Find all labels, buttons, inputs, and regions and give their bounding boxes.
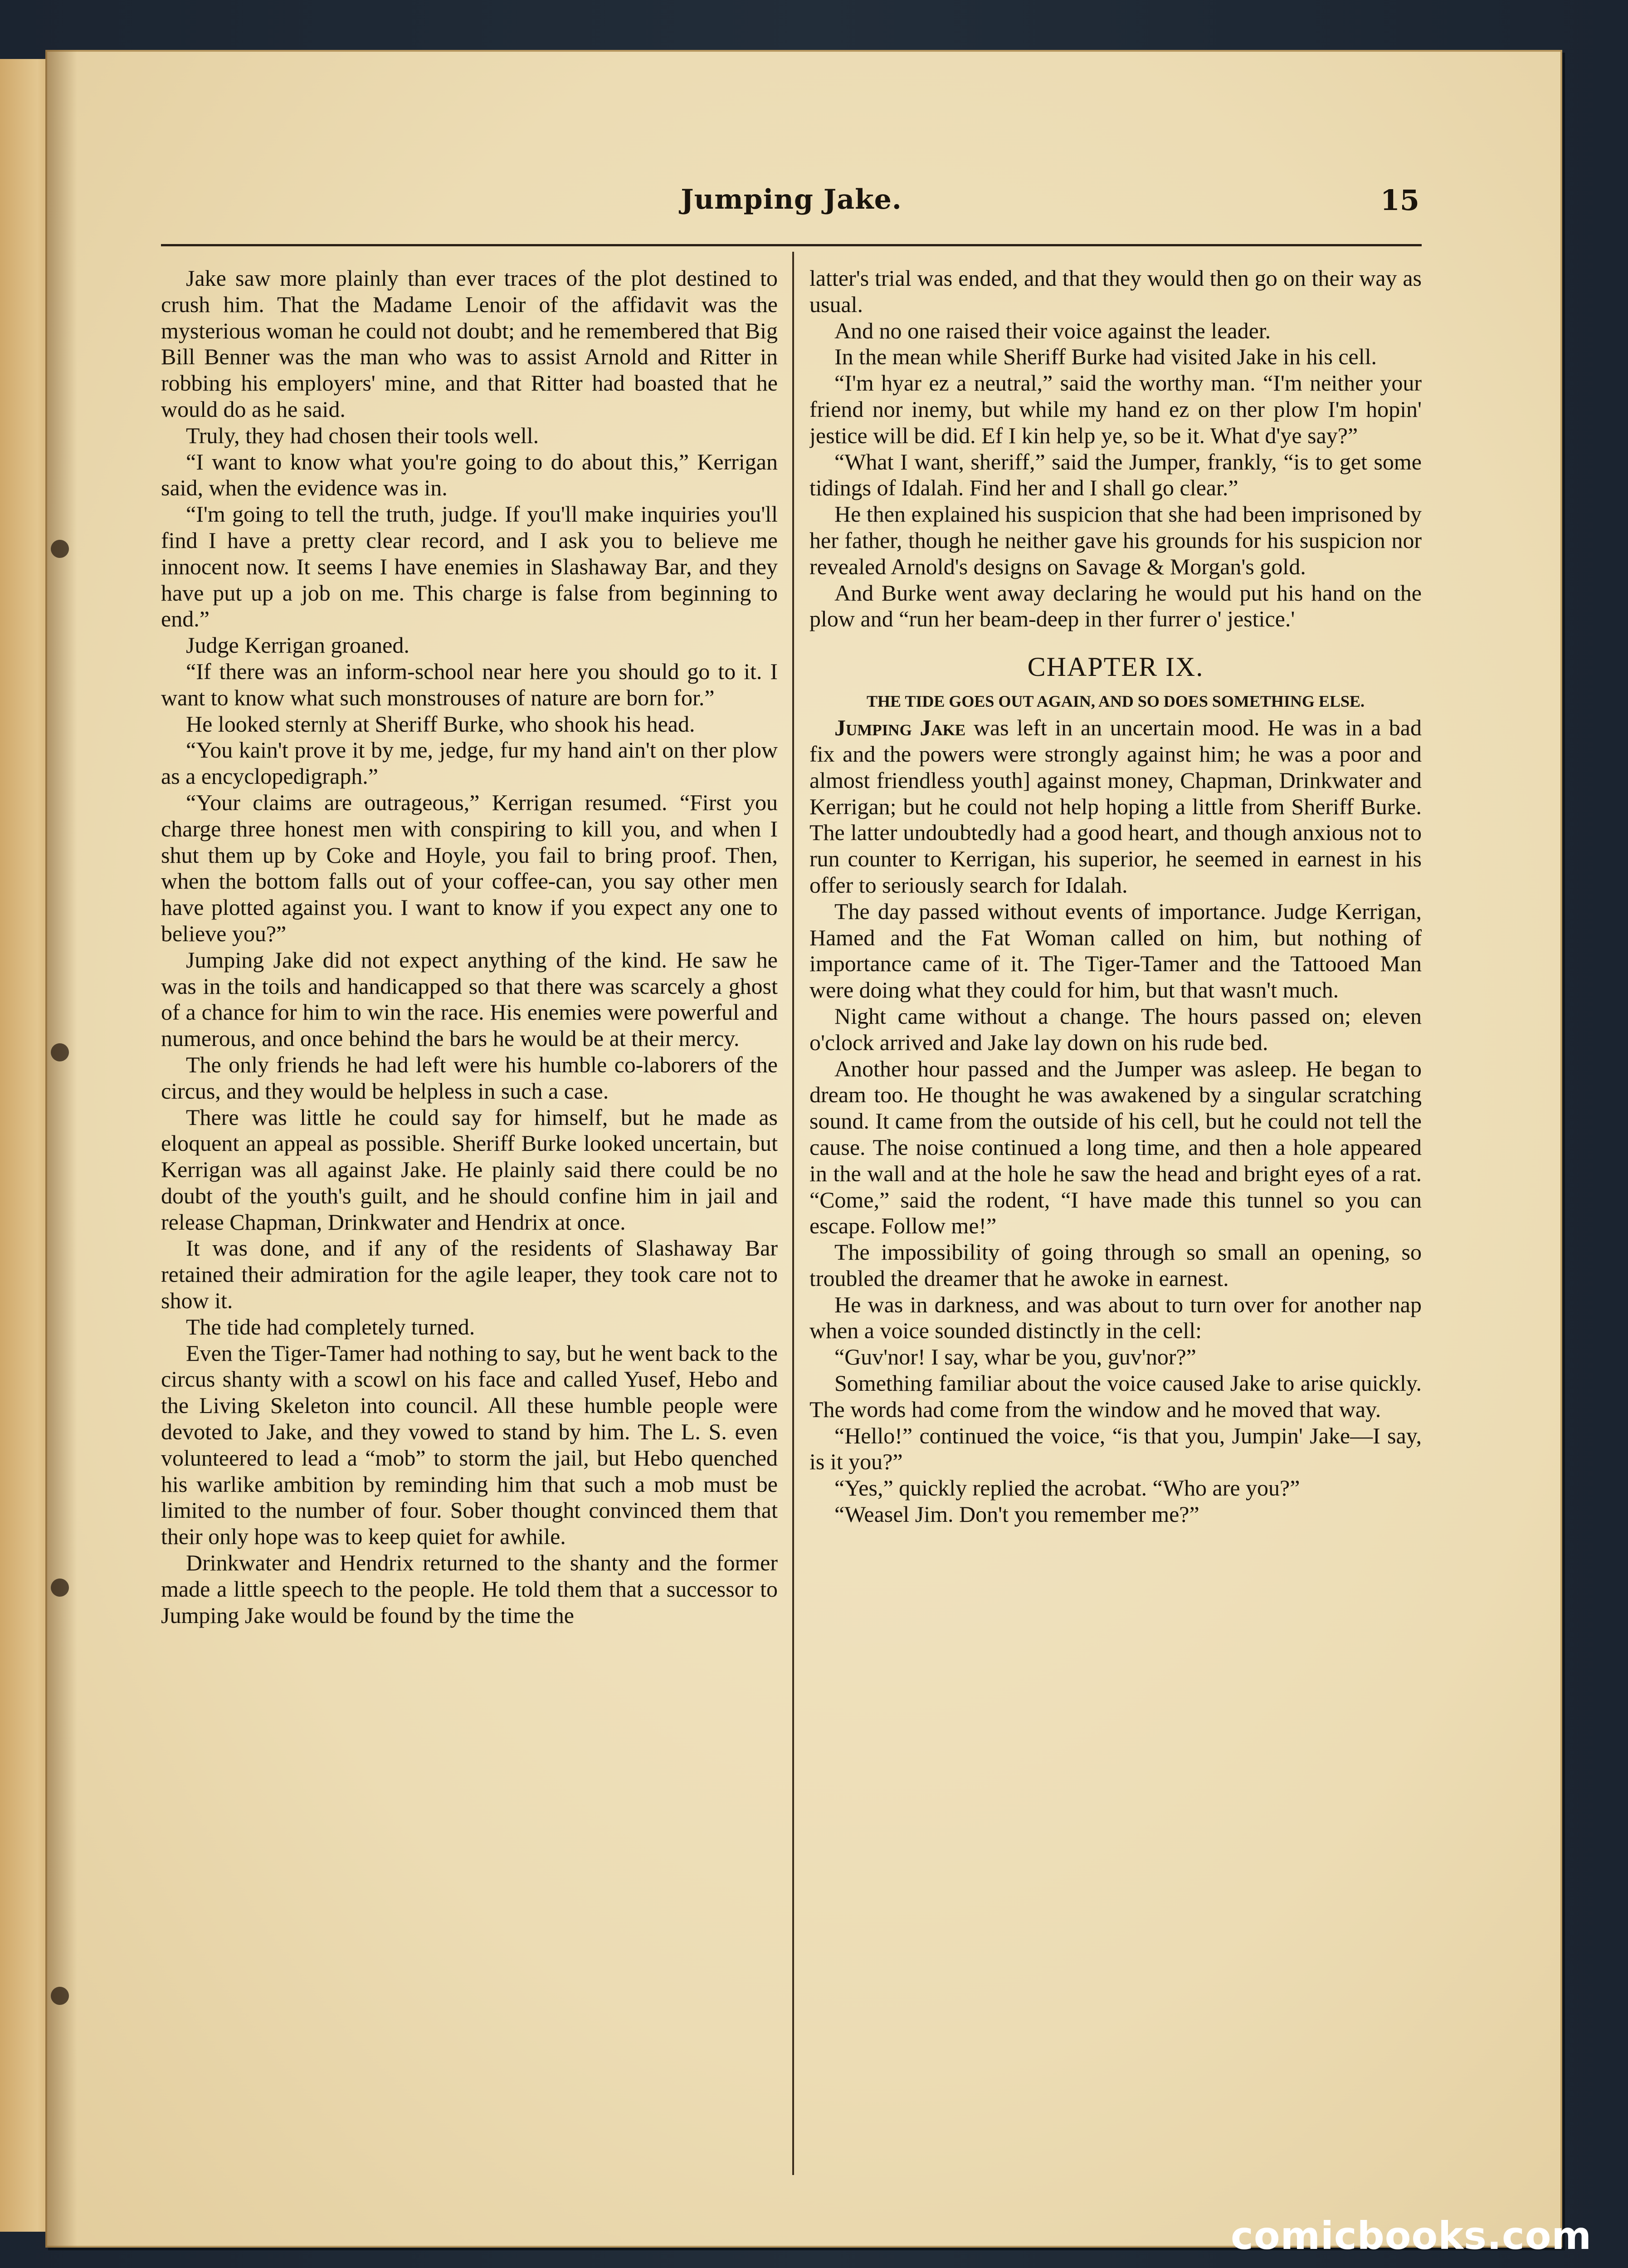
paragraph: “Weasel Jim. Don't you remember me?” xyxy=(834,1501,1199,1527)
paragraph: It was done, and if any of the residents of Slashaway Bar retained their admiration for the agile leaper, they took care not to show it. xyxy=(161,1235,778,1314)
chapter-subtitle: THE TIDE GOES OUT AGAIN, AND SO DOES SOMETHING ELSE. xyxy=(867,692,1365,711)
paragraph: Night came without a change. The hours passed on; eleven o'clock arrived and Jake lay down on his rude bed. xyxy=(809,1003,1422,1055)
paragraph: And no one raised their voice against the leader. xyxy=(834,318,1271,343)
right-column xyxy=(809,265,1422,2161)
binding-hole xyxy=(51,1043,69,1061)
watermark: comicbooks.com xyxy=(1231,2214,1592,2258)
binding-gutter xyxy=(45,50,77,2248)
paragraph: He was in darkness, and was about to turn over for another nap when a voice sounded distinctly in the cell: xyxy=(809,1291,1422,1344)
left-column xyxy=(161,265,778,2161)
paragraph: “Hello!” continued the voice, “is that you, Jumpin' Jake—I say, is it you?” xyxy=(809,1422,1422,1475)
paragraph: Truly, they had chosen their tools well. xyxy=(186,422,539,448)
running-title: Jumping Jake. xyxy=(681,184,902,215)
running-header xyxy=(163,184,1419,238)
paragraph: The impossibility of going through so small an opening, so troubled the dreamer that he awoke in earnest. xyxy=(809,1239,1422,1291)
binding-hole xyxy=(51,1987,69,2005)
paragraph: latter's trial was ended, and that they would then go on their way as usual. xyxy=(809,265,1422,317)
chapter-opening-paragraph xyxy=(809,715,1422,899)
chapter-title: CHAPTER IX. xyxy=(1027,652,1204,682)
paragraph: And Burke went away declaring he would put his hand on the plow and “run her beam-deep in ther furrer o' jestice.' xyxy=(809,580,1422,632)
paragraph: “I'm going to tell the truth, judge. If you'll make inquiries you'll find I have a pretty clear record, and I ask you to believe me innocent now. It seems I have enemies in Slashaway Bar, and they have put up a job on me. This charge is false from beginning to end.” xyxy=(161,501,778,632)
lead-rest: was left in an uncertain mood. He was in a bad fix and the powers were strongly against him; he was a poor and almost friendless youth] against money, Chapman, Drinkwater and Kerrigan; but he could not help hoping a little from Sheriff Burke. The latter undoubtedly had a good heart, and though anxious not to run counter to Kerrigan, his superior, he seemed in earnest in his offer to seriously search for Idalah. xyxy=(809,715,1422,898)
lead-smallcaps: Jumping Jake xyxy=(834,715,966,741)
paragraph: “I want to know what you're going to do about this,” Kerrigan said, when the evidence was in. xyxy=(161,449,778,501)
paragraph: There was little he could say for himself, but he made as eloquent an appeal as possible. Sheriff Burke looked uncertain, but Kerrigan was all against Jake. He plainly said there could be no doubt of the youth's guilt, and he should confine him in jail and release Chapman, Drinkwater and Hendrix at once. xyxy=(161,1104,778,1235)
paragraph: “Your claims are outrageous,” Kerrigan resumed. “First you charge three honest men with conspiring to kill you, and when I shut them up by Coke and Hoyle, you fail to bring proof. Then, when the bottom falls out of your coffee-can, you say other men have plotted against you. I want to know if you expect any one to believe you?” xyxy=(161,789,778,946)
page-number: 15 xyxy=(1380,184,1419,217)
paragraph: “You kain't prove it by me, jedge, fur my hand ain't on ther plow as a encyclopedigraph.” xyxy=(161,737,778,789)
paragraph: Jumping Jake did not expect anything of the kind. He saw he was in the toils and handicapped so that there was scarcely a ghost of a chance for him to win the race. His enemies were powerful and numerous, and once behind the bars he would be at their mercy. xyxy=(161,947,778,1051)
paragraph: In the mean while Sheriff Burke had visited Jake in his cell. xyxy=(834,344,1377,370)
paragraph: Jake saw more plainly than ever traces of the plot destined to crush him. That the Madame Lenoir of the affidavit was the mysterious woman he could not doubt; and he remembered that Big Bill Benner was the man who was to assist Arnold and Ritter in robbing his employers' mine, and that Ritter had boasted that he would do as he said. xyxy=(161,265,778,422)
binding-hole xyxy=(51,1579,69,1597)
paragraph: The day passed without events of importance. Judge Kerrigan, Hamed and the Fat Woman called on him, but nothing of importance came of it. The Tiger-Tamer and the Tattooed Man were doing what they could for him, but that wasn't much. xyxy=(809,898,1422,1003)
paragraph: Something familiar about the voice caused Jake to arise quickly. The words had come from the window and he moved that way. xyxy=(809,1370,1422,1422)
paragraph: The only friends he had left were his humble co-laborers of the circus, and they would be helpless in such a case. xyxy=(161,1051,778,1104)
paragraph: He then explained his suspicion that she had been imprisoned by her father, though he neither gave his grounds for his suspicion nor revealed Arnold's designs on Savage & Morgan's gold. xyxy=(809,501,1422,579)
paragraph: He looked sternly at Sheriff Burke, who shook his head. xyxy=(186,711,695,737)
paragraph: “If there was an inform-school near here you should go to it. I want to know what such monstrouses of nature are born for.” xyxy=(161,658,778,710)
column-divider xyxy=(792,252,794,2175)
binding-hole xyxy=(51,540,69,558)
paragraph: Another hour passed and the Jumper was asleep. He began to dream too. He thought he was awakened by a singular scratching sound. It came from the outside of his cell, but he could not tell the cause. The noise continued a long time, and then a hole appeared in the wall and at the hole he saw the head and bright eyes of a rat. “Come,” said the rodent, “I have made this tunnel so you can escape. Follow me!” xyxy=(809,1056,1422,1239)
paragraph: “Yes,” quickly replied the acrobat. “Who are you?” xyxy=(834,1475,1300,1501)
paragraph: Drinkwater and Hendrix returned to the shanty and the former made a little speech to the people. He told them that a successor to Jumping Jake would be found by the time the xyxy=(161,1550,778,1628)
paragraph: “Guv'nor! I say, whar be you, guv'nor?” xyxy=(834,1344,1196,1370)
paragraph: Even the Tiger-Tamer had nothing to say, but he went back to the circus shanty with a scowl on his face and called Yusef, Hebo and the Living Skeleton into council. All these humble people were devoted to Jake, and they vowed to stand by him. The L. S. even volunteered to lead a “mob” to storm the jail, but Hebo quenched his warlike ambition by reminding him that such a mob must be limited to the number of four. Sober thought convinced them that their only hope was to keep quiet for awhile. xyxy=(161,1340,778,1549)
paragraph: “I'm hyar ez a neutral,” said the worthy man. “I'm neither your friend nor inemy, but while my hand ez on ther plow I'm hopin' jestice will be did. Ef I kin help ye, so be it. What d'ye say?” xyxy=(809,370,1422,448)
paragraph: Judge Kerrigan groaned. xyxy=(186,632,409,658)
paragraph: “What I want, sheriff,” said the Jumper, frankly, “is to get some tidings of Idalah. Find her and I shall go clear.” xyxy=(809,449,1422,501)
paragraph: The tide had completely turned. xyxy=(186,1314,475,1339)
header-rule xyxy=(161,244,1422,246)
